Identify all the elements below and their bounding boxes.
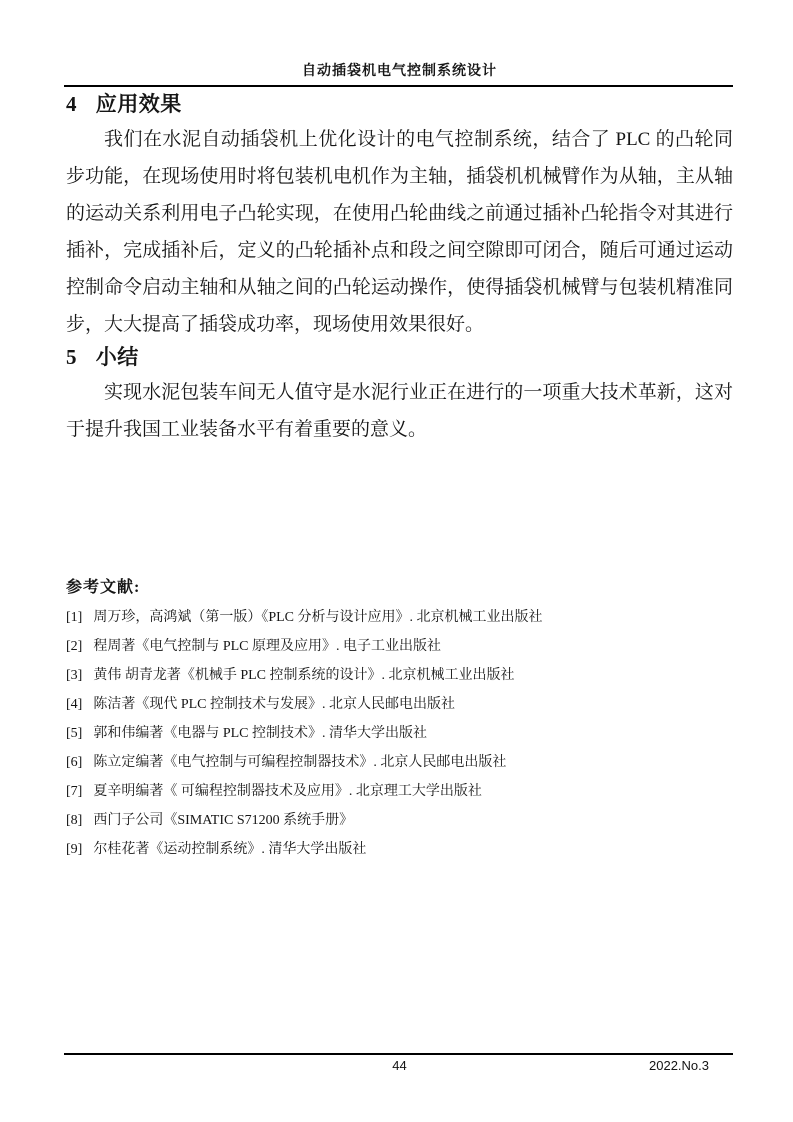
reference-marker: [3] — [66, 668, 83, 683]
reference-item — [66, 603, 733, 632]
reference-text: 陈立定编著《电气控制与可编程控制器技术》. 北京人民邮电出版社 — [93, 755, 507, 770]
section-number: 5 — [66, 345, 77, 369]
footer-page-number: 44 — [392, 1058, 407, 1073]
reference-text: 程周著《电气控制与 PLC 原理及应用》. 电子工业出版社 — [93, 639, 442, 654]
reference-marker: [4] — [66, 697, 83, 712]
section-5-paragraph: 实现水泥包装车间无人值守是水泥行业正在进行的一项重大技术革新，这对于提升我国工业装备水平有着重要的意义。 — [66, 382, 733, 440]
reference-item — [66, 748, 733, 777]
reference-text: 西门子公司《SIMATIC S71200 系统手册》 — [93, 813, 354, 828]
reference-item — [66, 777, 733, 806]
section-heading-5 — [66, 341, 733, 371]
reference-text: 夏辛明编著《 可编程控制器技术及应用》. 北京理工大学出版社 — [93, 784, 482, 799]
reference-marker: [2] — [66, 639, 83, 654]
reference-item — [66, 835, 733, 864]
reference-item — [66, 632, 733, 661]
reference-item — [66, 690, 733, 719]
reference-marker: [9] — [66, 842, 83, 857]
reference-text: 尔桂花著《运动控制系统》. 清华大学出版社 — [93, 842, 367, 857]
reference-marker: [7] — [66, 784, 83, 799]
section-number: 4 — [66, 92, 77, 116]
section-title: 应用效果 — [95, 92, 182, 116]
references-list — [66, 603, 733, 864]
reference-marker: [8] — [66, 813, 83, 828]
section-4-paragraph: 我们在水泥自动插袋机上优化设计的电气控制系统，结合了 PLC 的凸轮同步功能，在现场使用时将包装机电机作为主轴，插袋机机械臂作为从轴，主从轴的运动关系利用电子凸轮实现，在使用凸轮曲线之前通过插补凸轮指令对其进行插补，完成插补后，定义的凸轮插补点和段之间空隙即可闭合，随后可通过运动控制命令启动主轴和从轴之间的凸轮运动操作，使得插袋机械臂与包装机精准同步，大大提高了插袋成功率，现场使用效果很好。 — [66, 129, 733, 335]
section-title: 小结 — [95, 345, 139, 369]
reference-text: 周万珍，高鸿斌（第一版）《PLC 分析与设计应用》. 北京机械工业出版社 — [93, 610, 543, 625]
references-title: 参考文献: — [66, 579, 141, 596]
reference-text: 黄伟 胡青龙著《机械手 PLC 控制系统的设计》. 北京机械工业出版社 — [93, 668, 515, 683]
reference-text: 陈洁著《现代 PLC 控制技术与发展》. 北京人民邮电出版社 — [93, 697, 456, 712]
running-head: 自动插袋机电气控制系统设计 — [302, 64, 497, 79]
reference-item — [66, 661, 733, 690]
section-heading-4 — [66, 88, 733, 118]
reference-marker: [5] — [66, 726, 83, 741]
reference-marker: [1] — [66, 610, 83, 625]
footer-rule — [64, 1053, 733, 1055]
reference-item — [66, 806, 733, 835]
reference-marker: [6] — [66, 755, 83, 770]
reference-item — [66, 719, 733, 748]
header-rule — [64, 85, 733, 87]
reference-text: 郭和伟编著《电器与 PLC 控制技术》. 清华大学出版社 — [93, 726, 428, 741]
footer-issue-label: 2022.No.3 — [649, 1058, 709, 1073]
